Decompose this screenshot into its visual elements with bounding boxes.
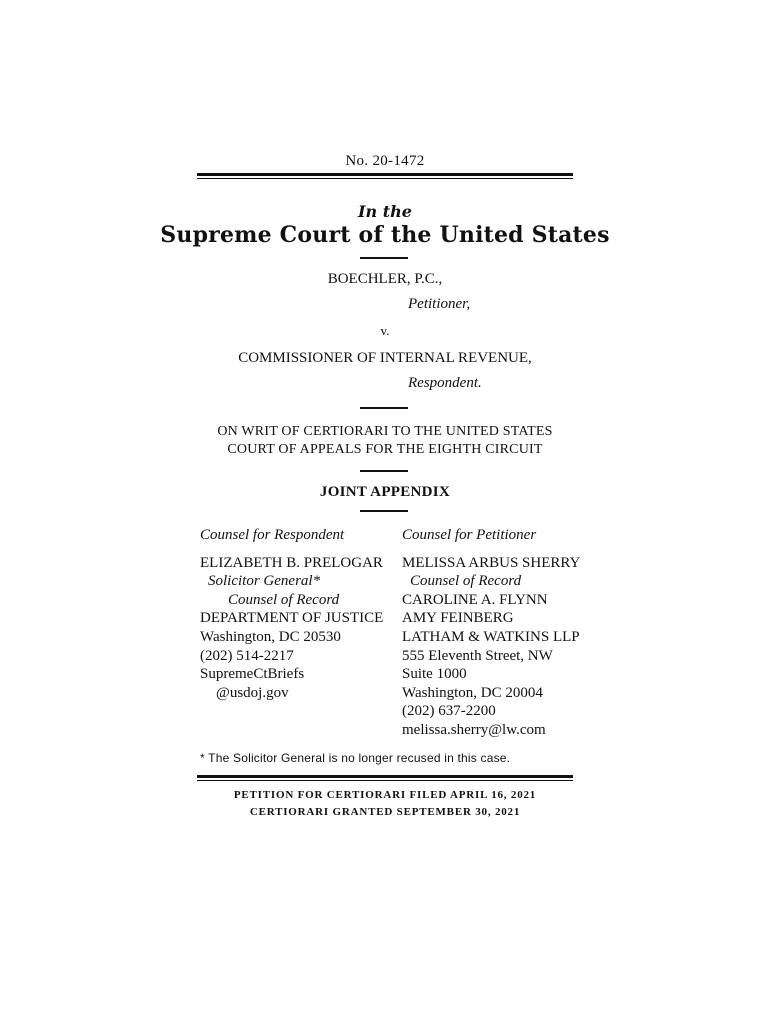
counsel-firm: LATHAM & WATKINS LLP — [402, 628, 580, 645]
petitioner-counsel-heading: Counsel for Petitioner — [402, 527, 537, 543]
court-preamble: In the — [358, 202, 412, 221]
counsel-email-1: SupremeCtBriefs — [200, 666, 305, 683]
counsel-city: Washington, DC 20530 — [200, 628, 341, 645]
counsel-email-2: @usdoj.gov — [216, 684, 289, 701]
versus: v. — [380, 323, 390, 338]
petitioner-role: Petitioner, — [408, 296, 471, 312]
counsel-street: 555 Eleventh Street, NW — [402, 647, 553, 664]
top-double-rule — [197, 173, 573, 179]
court-name: Supreme Court of the United States — [160, 222, 610, 248]
petitioner-name-text: BOECHLER, P.C., — [327, 271, 443, 287]
counsel-email: melissa.sherry@lw.com — [402, 721, 546, 738]
writ-line-1: ON WRIT OF CERTIORARI TO THE UNITED STATES — [217, 424, 553, 439]
respondent-counsel-heading: Counsel for Respondent — [200, 527, 345, 543]
counsel-of-record: Counsel of Record — [410, 573, 522, 590]
footnote: * The Solicitor General is no longer recused in this case. — [200, 751, 511, 765]
counsel-name: ELIZABETH B. PRELOGAR — [200, 554, 383, 571]
counsel-other-1: CAROLINE A. FLYNN — [402, 591, 548, 608]
divider-rule — [360, 470, 408, 472]
certiorari-granted-line: CERTIORARI GRANTED SEPTEMBER 30, 2021 — [249, 806, 521, 818]
petitioner-name — [0, 271, 770, 288]
counsel-city: Washington, DC 20004 — [402, 684, 543, 701]
writ-line-2: COURT OF APPEALS FOR THE EIGHTH CIRCUIT — [227, 442, 543, 457]
document-title: JOINT APPENDIX — [319, 484, 451, 500]
docket-number: No. 20-1472 — [345, 153, 425, 169]
respondent-name-text: COMMISSIONER OF INTERNAL REVENUE, — [238, 350, 532, 366]
counsel-suite: Suite 1000 — [402, 666, 467, 683]
respondent-counsel-block — [200, 526, 383, 702]
petitioner-counsel-block — [402, 526, 580, 740]
bottom-double-rule — [197, 775, 573, 781]
counsel-other-2: AMY FEINBERG — [402, 610, 514, 627]
petition-filed-line: PETITION FOR CERTIORARI FILED APRIL 16, 2021 — [233, 789, 537, 801]
respondent-name — [0, 350, 770, 367]
counsel-phone: (202) 514-2217 — [200, 647, 294, 664]
counsel-phone: (202) 637-2200 — [402, 703, 496, 720]
divider-rule — [360, 407, 408, 409]
counsel-name: MELISSA ARBUS SHERRY — [402, 554, 581, 571]
counsel-title: Solicitor General* — [208, 573, 321, 590]
divider-rule — [360, 510, 408, 512]
divider-rule — [360, 257, 408, 259]
counsel-office: DEPARTMENT OF JUSTICE — [200, 610, 384, 627]
respondent-role: Respondent. — [408, 375, 482, 391]
counsel-of-record: Counsel of Record — [228, 591, 340, 608]
